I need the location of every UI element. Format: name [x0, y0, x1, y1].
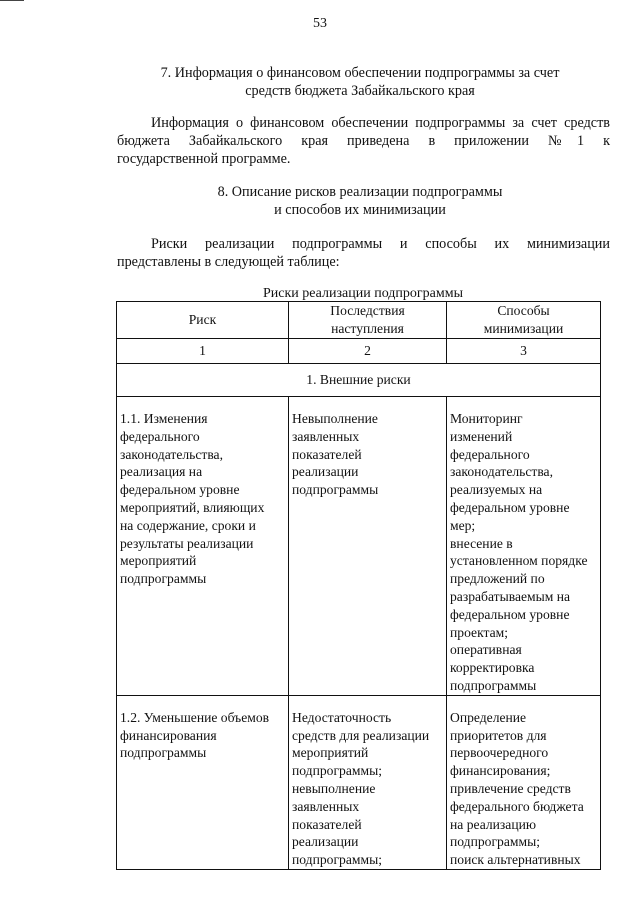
section-8-title-line: и способов их минимизации	[274, 202, 446, 218]
cell-line: федерального	[120, 428, 200, 444]
cell-line: подпрограммы	[120, 571, 207, 587]
cell-line: реализуемых на	[450, 482, 543, 498]
consequences-cell	[289, 397, 447, 696]
cell-line: мероприятий, влияющих	[120, 499, 265, 515]
cell-line: первоочередного	[450, 745, 549, 761]
risk-cell	[117, 397, 289, 696]
paragraph-line: Информация о финансовом обеспечении подпрограммы за счет средств	[151, 115, 610, 131]
cell-line: законодательства,	[120, 446, 223, 462]
header-text: Последствия	[330, 303, 405, 319]
cell-line: на реализацию	[450, 816, 537, 832]
cell-line: финансирования	[120, 727, 217, 743]
cell-line: подпрограммы;	[292, 763, 382, 779]
cell-line: Невыполнение	[292, 411, 378, 426]
cell-line: финансирования;	[450, 763, 551, 779]
column-number-cell: 3	[447, 339, 601, 364]
paragraph-line: представлены в следующей таблице:	[117, 254, 340, 270]
page-number: 53	[313, 16, 327, 31]
header-text: минимизации	[483, 321, 564, 336]
column-number-row	[117, 339, 601, 364]
header-cell-risk	[117, 302, 289, 339]
header-cell-mitigation	[447, 302, 601, 339]
section-8-title	[100, 183, 620, 219]
paragraph-line: государственной программе.	[117, 151, 291, 167]
cell-line: средств для реализации	[292, 727, 430, 743]
cell-line: мероприятий	[120, 553, 197, 569]
cell-line: 1.1. Изменения	[120, 411, 208, 426]
paragraph-line: Риски реализации подпрограммы и способы их минимизации	[151, 236, 610, 252]
cell-line: заявленных	[292, 798, 360, 814]
cell-line: подпрограммы;	[450, 834, 540, 850]
scan-edge-mark	[0, 0, 24, 1]
cell-line: поиск альтернативных	[450, 852, 581, 868]
cell-line: привлечение средств	[450, 780, 571, 796]
cell-line: подпрограммы	[292, 482, 379, 498]
cell-line: приоритетов для	[450, 727, 547, 743]
cell-line: проектам;	[450, 624, 509, 640]
section-8-paragraph	[117, 235, 610, 271]
group-title-row	[117, 364, 601, 397]
risk-table	[116, 301, 601, 870]
cell-line: заявленных	[292, 428, 360, 444]
mitigation-cell	[447, 397, 601, 696]
cell-line: федеральном уровне	[450, 499, 570, 515]
risk-cell	[117, 695, 289, 869]
column-number-cell: 2	[289, 339, 447, 364]
paragraph-line: бюджета Забайкальского края приведена в приложении №1 к	[117, 133, 610, 149]
table-row	[117, 397, 601, 696]
cell-line: оперативная	[450, 642, 522, 658]
cell-line: мер;	[450, 517, 476, 533]
header-text: Риск	[188, 312, 217, 328]
cell-line: невыполнение	[292, 780, 376, 796]
cell-line: корректировка	[450, 660, 535, 676]
cell-line: установленном порядке	[450, 553, 588, 569]
cell-line: разрабатываемым на	[450, 588, 571, 604]
cell-line: Недостаточность	[292, 709, 392, 725]
group-title-cell: 1. Внешние риски	[117, 364, 601, 397]
header-text: наступления	[331, 321, 404, 336]
cell-line: мероприятий	[292, 745, 369, 761]
section-7-title-line: средств бюджета Забайкальского края	[245, 83, 475, 99]
section-8-title-line: 8. Описание рисков реализации подпрограммы	[217, 184, 503, 200]
cell-line: реализации	[292, 834, 359, 850]
cell-line: подпрограммы	[120, 745, 207, 761]
cell-line: федерального бюджета	[450, 798, 584, 814]
cell-line: законодательства,	[450, 464, 553, 480]
section-7-title-line: 7. Информация о финансовом обеспечении подпрограммы за счет	[160, 65, 560, 81]
table-header-row	[117, 302, 601, 339]
cell-line: подпрограммы;	[292, 852, 382, 868]
section-7-paragraph	[117, 114, 610, 168]
header-cell-consequences	[289, 302, 447, 339]
cell-line: подпрограммы	[450, 677, 537, 693]
consequences-cell	[289, 695, 447, 869]
mitigation-cell	[447, 695, 601, 869]
table-row	[117, 695, 601, 869]
cell-line: на содержание, сроки и	[120, 517, 256, 533]
table-caption: Риски реализации подпрограммы	[263, 286, 463, 301]
cell-line: изменений	[450, 428, 513, 444]
cell-line: Определение	[450, 709, 527, 725]
cell-line: реализации	[292, 464, 359, 480]
cell-line: федеральном уровне	[450, 606, 570, 622]
cell-line: предложений по	[450, 571, 545, 587]
cell-line: Мониторинг	[450, 411, 523, 426]
header-text: Способы	[497, 303, 550, 319]
cell-line: федеральном уровне	[120, 482, 240, 498]
cell-line: результаты реализации	[120, 535, 254, 551]
cell-line: показателей	[292, 446, 362, 462]
cell-line: реализация на	[120, 464, 203, 480]
cell-line: федерального	[450, 446, 530, 462]
cell-line: показателей	[292, 816, 362, 832]
cell-line: 1.2. Уменьшение объемов	[120, 709, 270, 725]
cell-line: внесение в	[450, 535, 513, 551]
section-7-title	[100, 64, 620, 100]
column-number-cell: 1	[117, 339, 289, 364]
